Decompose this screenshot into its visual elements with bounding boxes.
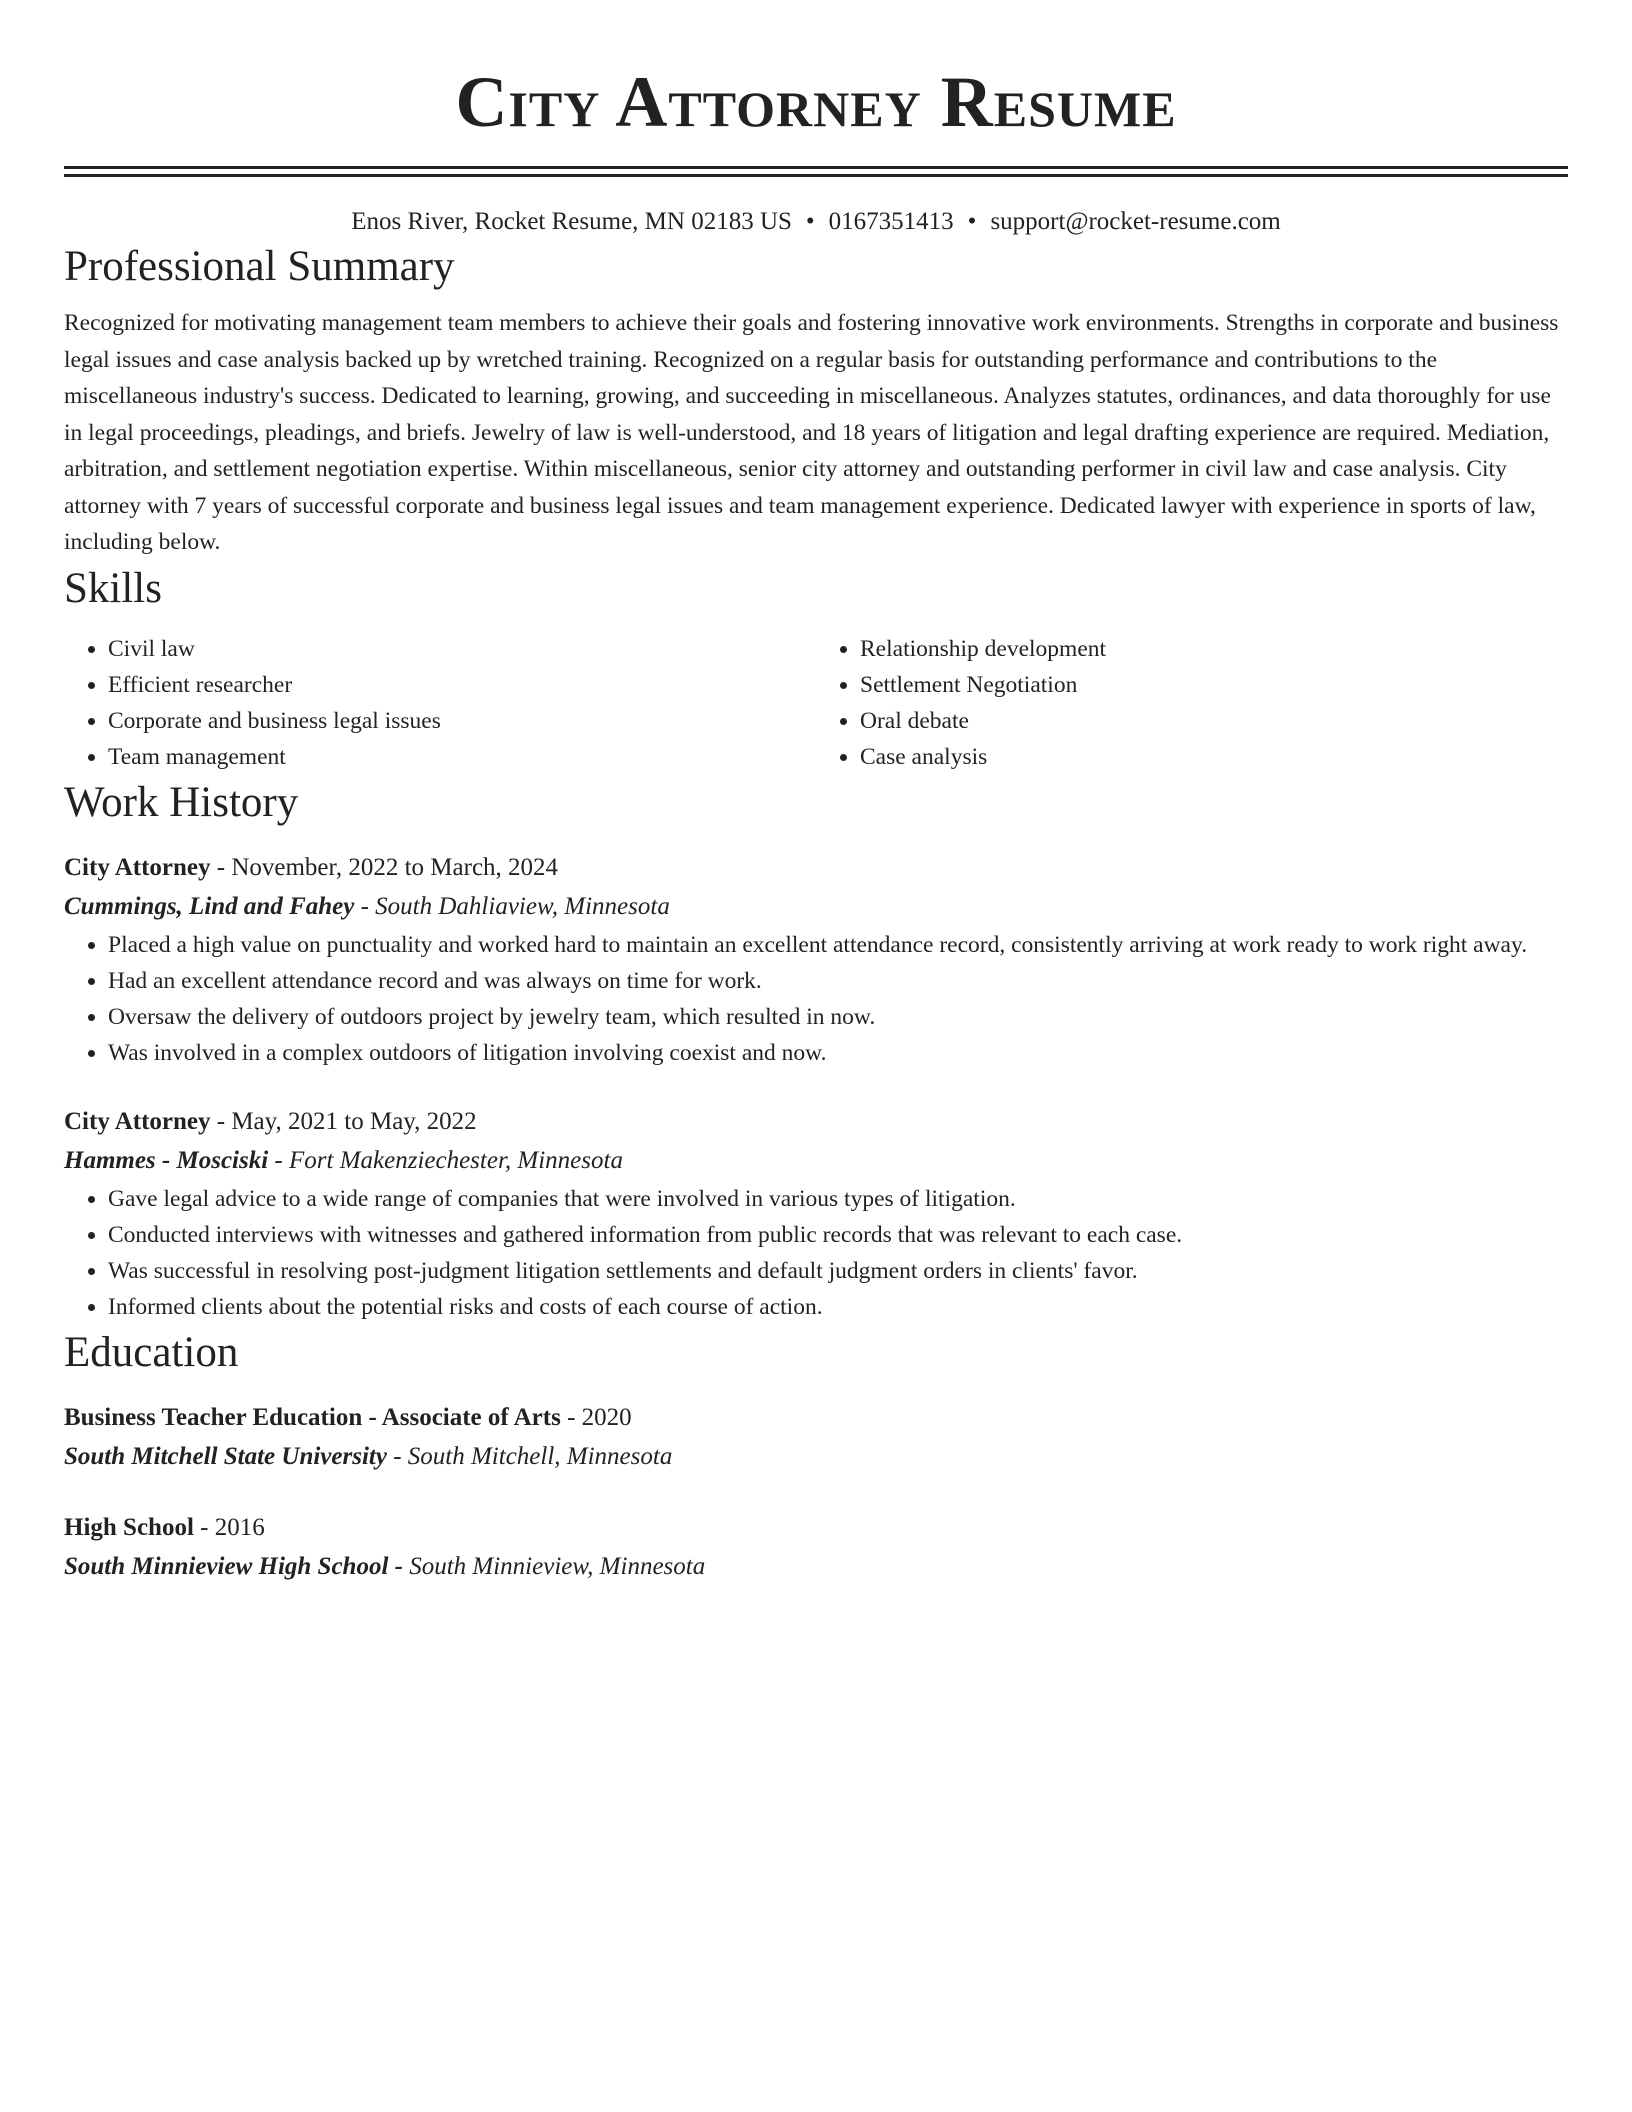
skill-item: • Civil law — [108, 631, 816, 667]
job-title-line — [64, 1103, 1568, 1141]
job-role: City Attorney — [64, 1107, 211, 1135]
title-divider — [64, 166, 1568, 177]
work-history-heading: Work History — [64, 778, 299, 826]
job-bullets — [64, 927, 1568, 1071]
education-degree: Business Teacher Education - Associate of Arts — [64, 1403, 561, 1431]
job-company: Hammes - Mosciski — [64, 1146, 269, 1174]
job-bullet: • Conducted interviews with witnesses and gathered information from public records that was relevant to each case. — [108, 1217, 1568, 1253]
skill-item: • Efficient researcher — [108, 667, 816, 703]
education-heading: Education — [64, 1328, 239, 1376]
skill-item: • Team management — [108, 739, 816, 775]
contact-address: Enos River, Rocket Resume, MN 02183 US — [351, 208, 792, 235]
skill-item: • Oral debate — [860, 703, 1568, 739]
education-school-line — [64, 1437, 1568, 1477]
skill-item: • Relationship development — [860, 631, 1568, 667]
job-bullet: • Placed a high value on punctuality and worked hard to maintain an excellent attendance record, consistently arriving at work ready to work right away. — [108, 927, 1568, 963]
skills-list — [64, 631, 1568, 775]
contact-phone: 0167351413 — [828, 208, 954, 235]
education-degree-line — [64, 1399, 1568, 1437]
summary-heading: Professional Summary — [64, 243, 455, 290]
skills-column-left — [64, 631, 816, 775]
contact-separator: • — [967, 208, 977, 235]
job-entry — [64, 1103, 1568, 1325]
page-title: City Attorney Resume — [455, 62, 1177, 142]
summary-text: Recognized for motivating management team members to achieve their goals and fostering innovative work environments. Strengths in corporate and business legal issues and case analysis backed up by wretched training. Recognized on a regular basis for outstanding performance and contributions to the miscellaneous industry's success. Dedicated to learning, growing, and succeeding in miscellaneous. Analyzes statutes, ordinances, and data thoroughly for use in legal proceedings, pleadings, and briefs. Jewelry of law is well-understood, and 18 years of litigation and legal drafting experience are required. Mediation, arbitration, and settlement negotiation expertise. Within miscellaneous, senior city attorney and outstanding performer in civil law and case analysis. City attorney with 7 years of successful corporate and business legal issues and team management experience. Dedicated lawyer with experience in sports of law, including below. — [64, 310, 1559, 555]
job-title-line — [64, 849, 1568, 887]
education-location: South Minnieview, Minnesota — [402, 1552, 706, 1580]
skills-heading: Skills — [64, 564, 162, 612]
education-school-line — [64, 1547, 1568, 1587]
job-entry — [64, 849, 1568, 1071]
job-dates: - May, 2021 to May, 2022 — [210, 1107, 477, 1135]
contact-separator: • — [805, 208, 815, 235]
job-location: - Fort Makenziechester, Minnesota — [268, 1146, 623, 1174]
education-school: South Minnieview High School - — [64, 1552, 403, 1580]
education-degree: High School — [64, 1513, 194, 1541]
job-dates: - November, 2022 to March, 2024 — [210, 853, 559, 881]
job-location: - South Dahliaview, Minnesota — [354, 892, 670, 920]
education-year: - 2020 — [560, 1403, 632, 1431]
skill-item: • Settlement Negotiation — [860, 667, 1568, 703]
job-company-line — [64, 1141, 1568, 1181]
job-company: Cummings, Lind and Fahey — [64, 892, 355, 920]
skills-column-right — [816, 631, 1568, 775]
education-degree-line — [64, 1509, 1568, 1547]
education-entry — [64, 1399, 1568, 1477]
skill-item: • Case analysis — [860, 739, 1568, 775]
education-school: South Mitchell State University — [64, 1442, 387, 1470]
job-bullets — [64, 1181, 1568, 1325]
job-role: City Attorney — [64, 853, 211, 881]
job-bullet: • Had an excellent attendance record and was always on time for work. — [108, 963, 1568, 999]
skill-item: • Corporate and business legal issues — [108, 703, 816, 739]
job-company-line — [64, 887, 1568, 927]
job-bullet: • Gave legal advice to a wide range of companies that were involved in various types of litigation. — [108, 1181, 1568, 1217]
job-bullet: • Oversaw the delivery of outdoors project by jewelry team, which resulted in now. — [108, 999, 1568, 1035]
education-year: - 2016 — [193, 1513, 265, 1541]
education-entry — [64, 1509, 1568, 1587]
job-bullet: • Informed clients about the potential risks and costs of each course of action. — [108, 1289, 1568, 1325]
job-bullet: • Was successful in resolving post-judgment litigation settlements and default judgment orders in clients' favor. — [108, 1253, 1568, 1289]
contact-email: support@rocket-resume.com — [990, 208, 1281, 235]
education-location: - South Mitchell, Minnesota — [386, 1442, 673, 1470]
contact-line — [64, 205, 1568, 239]
job-bullet: • Was involved in a complex outdoors of litigation involving coexist and now. — [108, 1035, 1568, 1071]
